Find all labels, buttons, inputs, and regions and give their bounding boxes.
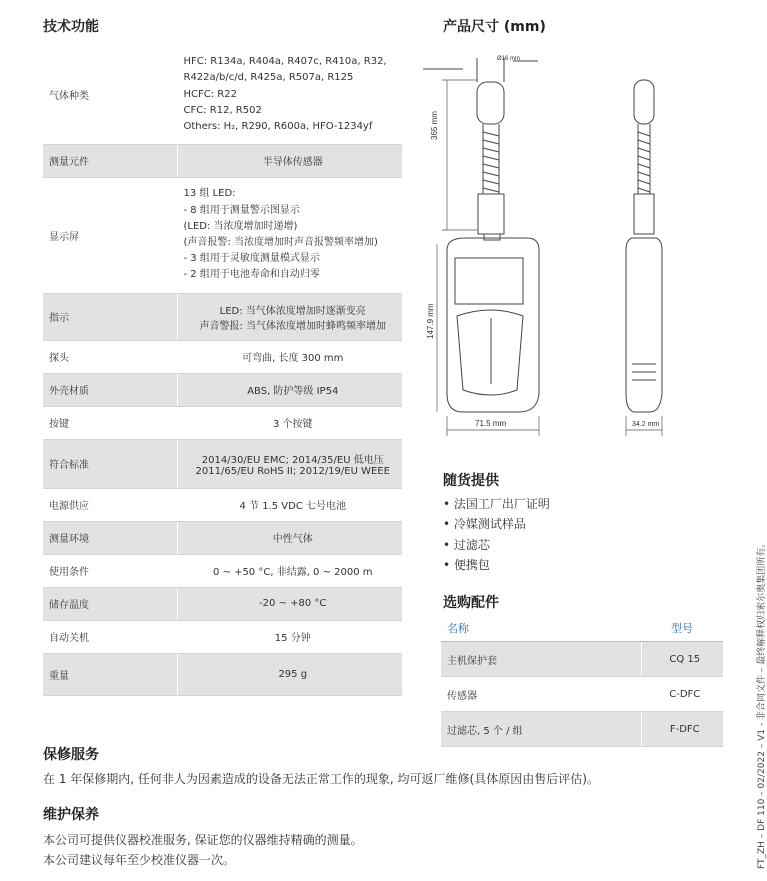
spec-label: 自动关机 — [43, 620, 177, 653]
table-row — [43, 554, 402, 587]
table-row — [43, 46, 402, 144]
spec-label: 测量元件 — [43, 144, 177, 177]
col-name-header: 名称 — [441, 614, 641, 642]
col-model-header: 型号 — [641, 614, 723, 642]
supplied-heading: 随货提供 — [443, 473, 499, 489]
probe-diameter-label: Ø16 mm — [497, 56, 521, 62]
spec-value: 0 ~ +50 °C, 非结露, 0 ~ 2000 m — [177, 554, 402, 587]
spec-label: 探头 — [43, 340, 177, 373]
spec-label: 重量 — [43, 653, 177, 695]
accessory-model: F-DFC — [641, 712, 723, 747]
table-row — [43, 439, 402, 488]
spec-label: 指示 — [43, 293, 177, 340]
device-side-drawing — [620, 44, 690, 438]
list-item: • 冷媒测试样品 — [443, 514, 550, 534]
table-row — [43, 340, 402, 373]
probe-length-label: 365 mm — [430, 111, 439, 140]
table-row — [43, 177, 402, 293]
supplied-list — [443, 494, 550, 575]
table-row — [43, 587, 402, 620]
spec-value-line: HFC: R134a, R404a, R407c, R410a, R32, — [183, 56, 387, 68]
spec-table — [43, 46, 402, 696]
spec-value-line: 声音警报: 当气体浓度增加时蜂鸣频率增加 — [199, 320, 387, 332]
spec-value-line: - 2 组用于电池寿命和自动归零 — [183, 269, 320, 281]
spec-value: 295 g — [177, 653, 402, 695]
spec-value — [177, 46, 402, 144]
table-row — [43, 406, 402, 439]
spec-value-line: R422a/b/c/d, R425a, R507a, R125 — [183, 72, 354, 84]
spec-value — [177, 439, 402, 488]
dims-heading: 产品尺寸 (mm) — [443, 19, 546, 35]
table-row — [43, 620, 402, 653]
spec-label: 测量环境 — [43, 521, 177, 554]
spec-value-line: 13 组 LED: — [183, 188, 236, 200]
list-item: • 过滤芯 — [443, 535, 550, 555]
table-row — [441, 712, 723, 747]
table-row — [43, 521, 402, 554]
spec-value: -20 ~ +80 °C — [177, 587, 402, 620]
spec-value: 4 节 1.5 VDC 七号电池 — [177, 488, 402, 521]
table-row — [43, 488, 402, 521]
accessories-heading: 选购配件 — [443, 595, 499, 611]
accessory-name: 传感器 — [441, 677, 641, 712]
table-row — [43, 373, 402, 406]
tech-heading: 技术功能 — [43, 19, 99, 35]
depth-label: 34.2 mm — [632, 421, 660, 428]
warranty-text: 在 1 年保修期内, 任何非人为因素造成的设备无法正常工作的现象, 均可返厂维修(具体原因由售后评估)。 — [43, 772, 599, 786]
maintenance-heading: 维护保养 — [43, 807, 99, 823]
table-row — [441, 642, 723, 677]
spec-label: 显示屏 — [43, 177, 177, 293]
table-row — [43, 293, 402, 340]
list-item: • 法国工厂出厂证明 — [443, 494, 550, 514]
maintenance-line: 本公司可提供仪器校准服务, 保证您的仪器维持精确的测量。 — [43, 833, 363, 847]
spec-value — [177, 293, 402, 340]
spec-label: 符合标准 — [43, 439, 177, 488]
spec-value-line: LED: 当气体浓度增加时逐渐变亮 — [219, 305, 366, 317]
spec-value: 可弯曲, 长度 300 mm — [177, 340, 402, 373]
warranty-heading: 保修服务 — [43, 747, 99, 763]
list-item: • 便携包 — [443, 555, 550, 575]
spec-value-line: (LED: 当浓度增加时递增) — [183, 220, 298, 232]
accessory-model: CQ 15 — [641, 642, 723, 677]
spec-value-line: Others: H₂, R290, R600a, HFO-1234yf — [183, 121, 373, 133]
accessory-name: 过滤芯, 5 个 / 组 — [441, 712, 641, 747]
device-front-drawing — [426, 44, 585, 438]
accessories-table — [441, 614, 723, 747]
body-length-label: 147.9 mm — [426, 303, 435, 339]
width-label: 71.5 mm — [475, 419, 507, 428]
table-row — [43, 653, 402, 695]
accessory-name: 主机保护套 — [441, 642, 641, 677]
spec-value-line: 2011/65/EU RoHS II; 2012/19/EU WEEE — [195, 465, 390, 477]
spec-label: 气体种类 — [43, 46, 177, 144]
spec-value-line: - 8 组用于测量警示图显示 — [183, 204, 300, 216]
spec-value: 中性气体 — [177, 521, 402, 554]
table-row — [441, 677, 723, 712]
spec-value-line: CFC: R12, R502 — [183, 104, 262, 116]
spec-value: 半导体传感器 — [177, 144, 402, 177]
spec-value-line: HCFC: R22 — [183, 88, 237, 100]
spec-label: 储存温度 — [43, 587, 177, 620]
footer-note: FT_ZH – DF 110 – 02/2022 – V1 - 非合同文件 – 最终解释权归索尔奥集团所有。 — [757, 538, 767, 869]
spec-label: 使用条件 — [43, 554, 177, 587]
table-row — [43, 144, 402, 177]
spec-value: ABS, 防护等级 IP54 — [177, 373, 402, 406]
spec-value — [177, 177, 402, 293]
maintenance-line: 本公司建议每年至少校准仪器一次。 — [43, 853, 236, 867]
spec-label: 外壳材质 — [43, 373, 177, 406]
accessory-model: C-DFC — [641, 677, 723, 712]
spec-value: 3 个按键 — [177, 406, 402, 439]
spec-value: 15 分钟 — [177, 620, 402, 653]
spec-label: 按键 — [43, 406, 177, 439]
spec-label: 电源供应 — [43, 488, 177, 521]
spec-value-line: - 3 组用于灵敏度测量模式显示 — [183, 253, 320, 265]
spec-value-line: (声音报警: 当浓度增加时声音报警频率增加) — [183, 237, 378, 248]
spec-value-line: 2014/30/EU EMC; 2014/35/EU 低电压 — [201, 454, 384, 466]
